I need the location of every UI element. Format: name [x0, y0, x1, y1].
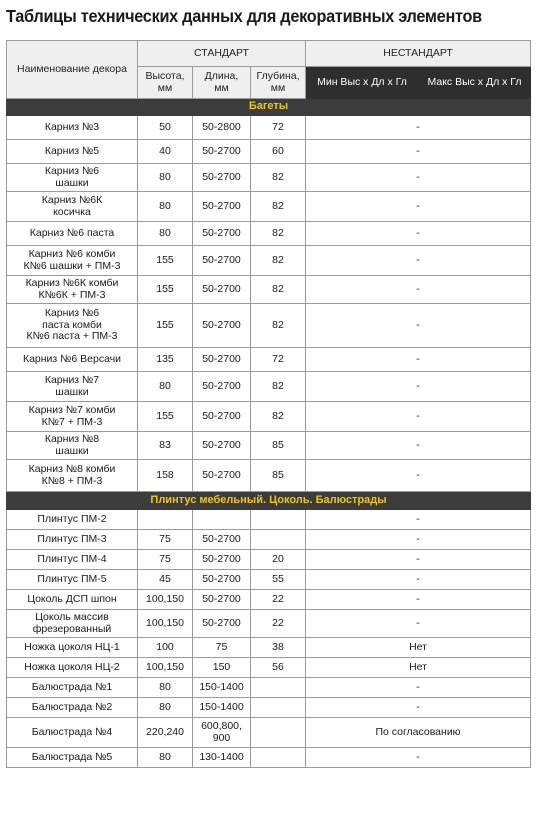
- cell-height: 155: [138, 246, 193, 276]
- section-title: Багеты: [7, 99, 531, 116]
- table-row: [7, 402, 531, 432]
- col-header-max: Макс Выс х Дл х Гл: [419, 67, 531, 99]
- cell-nonstandard: -: [306, 550, 531, 570]
- cell-length: 50-2700: [193, 348, 251, 372]
- cell-name: Ножка цоколя НЦ-1: [7, 638, 138, 658]
- cell-length: 150-1400: [193, 698, 251, 718]
- cell-height: 80: [138, 698, 193, 718]
- cell-height: 80: [138, 222, 193, 246]
- table-row: [7, 570, 531, 590]
- table-row: [7, 510, 531, 530]
- cell-name: Плинтус ПМ-2: [7, 510, 138, 530]
- cell-length: 50-2700: [193, 192, 251, 222]
- cell-height: 50: [138, 116, 193, 140]
- cell-length: [193, 510, 251, 530]
- page-title: Таблицы технических данных для декоративных элементов: [6, 6, 482, 26]
- cell-name: Цоколь ДСП шпон: [7, 590, 138, 610]
- cell-depth: 85: [251, 460, 306, 492]
- cell-height: 45: [138, 570, 193, 590]
- table-row: [7, 348, 531, 372]
- cell-nonstandard: -: [306, 460, 531, 492]
- table-row: [7, 222, 531, 246]
- col-header-min: Мин Выс х Дл х Гл: [306, 67, 419, 99]
- cell-length: 50-2700: [193, 530, 251, 550]
- cell-depth: [251, 698, 306, 718]
- cell-length: 50-2700: [193, 402, 251, 432]
- col-header-nonstandard: НЕСТАНДАРТ: [306, 41, 531, 67]
- cell-depth: 82: [251, 372, 306, 402]
- table-row: [7, 718, 531, 748]
- table-row: [7, 246, 531, 276]
- cell-length: 150: [193, 658, 251, 678]
- spec-table: [6, 40, 531, 768]
- table-row: [7, 372, 531, 402]
- cell-height: 100,150: [138, 610, 193, 638]
- cell-name: Карниз №6К косичка: [7, 192, 138, 222]
- table-row: [7, 276, 531, 304]
- col-header-name: Наименование декора: [7, 41, 138, 99]
- cell-height: [138, 510, 193, 530]
- table-row: [7, 116, 531, 140]
- table-row: [7, 658, 531, 678]
- cell-depth: 82: [251, 304, 306, 348]
- cell-height: 158: [138, 460, 193, 492]
- cell-depth: 72: [251, 116, 306, 140]
- cell-name: Ножка цоколя НЦ-2: [7, 658, 138, 678]
- cell-nonstandard: -: [306, 570, 531, 590]
- cell-depth: [251, 718, 306, 748]
- cell-height: 80: [138, 372, 193, 402]
- cell-name: Цоколь массив фрезерованный: [7, 610, 138, 638]
- cell-height: 80: [138, 164, 193, 192]
- table-row: [7, 638, 531, 658]
- cell-nonstandard: -: [306, 610, 531, 638]
- cell-nonstandard: -: [306, 222, 531, 246]
- cell-nonstandard: -: [306, 432, 531, 460]
- table-row: [7, 550, 531, 570]
- cell-nonstandard: -: [306, 276, 531, 304]
- cell-name: Карниз №8 комби К№8 + ПМ-3: [7, 460, 138, 492]
- cell-nonstandard: -: [306, 530, 531, 550]
- cell-name: Карниз №6 паста: [7, 222, 138, 246]
- cell-height: 155: [138, 402, 193, 432]
- table-body: [7, 99, 531, 768]
- cell-depth: 82: [251, 192, 306, 222]
- cell-length: 50-2700: [193, 372, 251, 402]
- cell-height: 40: [138, 140, 193, 164]
- cell-depth: 82: [251, 246, 306, 276]
- cell-name: Балюстрада №4: [7, 718, 138, 748]
- cell-name: Карниз №7 шашки: [7, 372, 138, 402]
- cell-name: Карниз №3: [7, 116, 138, 140]
- section-title: Плинтус мебельный. Цоколь. Балюстрады: [7, 492, 531, 510]
- cell-nonstandard: По согласованию: [306, 718, 531, 748]
- cell-nonstandard: -: [306, 510, 531, 530]
- cell-name: Карниз №6 паста комби К№6 паста + ПМ-3: [7, 304, 138, 348]
- cell-length: 600,800, 900: [193, 718, 251, 748]
- col-header-standard: СТАНДАРТ: [138, 41, 306, 67]
- cell-depth: 20: [251, 550, 306, 570]
- cell-depth: 60: [251, 140, 306, 164]
- cell-nonstandard: -: [306, 304, 531, 348]
- cell-nonstandard: -: [306, 192, 531, 222]
- cell-nonstandard: -: [306, 590, 531, 610]
- cell-depth: 82: [251, 164, 306, 192]
- col-header-height: Высота, мм: [138, 67, 193, 99]
- section-row: [7, 99, 531, 116]
- cell-name: Балюстрада №5: [7, 748, 138, 768]
- cell-nonstandard: -: [306, 116, 531, 140]
- cell-depth: 72: [251, 348, 306, 372]
- cell-nonstandard: -: [306, 246, 531, 276]
- table-row: [7, 192, 531, 222]
- cell-depth: [251, 530, 306, 550]
- cell-length: 50-2700: [193, 570, 251, 590]
- cell-depth: 55: [251, 570, 306, 590]
- cell-length: 50-2800: [193, 116, 251, 140]
- cell-height: 100,150: [138, 658, 193, 678]
- cell-nonstandard: -: [306, 698, 531, 718]
- cell-length: 50-2700: [193, 276, 251, 304]
- table-row: [7, 304, 531, 348]
- table-row: [7, 140, 531, 164]
- cell-nonstandard: -: [306, 748, 531, 768]
- cell-nonstandard: Нет: [306, 658, 531, 678]
- cell-height: 75: [138, 550, 193, 570]
- table-row: [7, 748, 531, 768]
- cell-length: 50-2700: [193, 460, 251, 492]
- cell-name: Плинтус ПМ-4: [7, 550, 138, 570]
- cell-height: 75: [138, 530, 193, 550]
- cell-name: Карниз №6 шашки: [7, 164, 138, 192]
- cell-nonstandard: Нет: [306, 638, 531, 658]
- cell-height: 80: [138, 678, 193, 698]
- cell-depth: [251, 748, 306, 768]
- cell-height: 80: [138, 748, 193, 768]
- cell-height: 100,150: [138, 590, 193, 610]
- cell-length: 50-2700: [193, 304, 251, 348]
- cell-nonstandard: -: [306, 348, 531, 372]
- cell-name: Карниз №5: [7, 140, 138, 164]
- cell-height: 220,240: [138, 718, 193, 748]
- cell-name: Карниз №6 Версачи: [7, 348, 138, 372]
- cell-depth: 38: [251, 638, 306, 658]
- cell-depth: 82: [251, 222, 306, 246]
- cell-length: 50-2700: [193, 246, 251, 276]
- table-row: [7, 164, 531, 192]
- cell-name: Балюстрада №1: [7, 678, 138, 698]
- col-header-length: Длина, мм: [193, 67, 251, 99]
- cell-length: 50-2700: [193, 140, 251, 164]
- table-row: [7, 590, 531, 610]
- cell-length: 150-1400: [193, 678, 251, 698]
- cell-nonstandard: -: [306, 140, 531, 164]
- cell-length: 50-2700: [193, 550, 251, 570]
- cell-height: 100: [138, 638, 193, 658]
- cell-name: Карниз №8 шашки: [7, 432, 138, 460]
- cell-nonstandard: -: [306, 372, 531, 402]
- cell-height: 155: [138, 304, 193, 348]
- cell-nonstandard: -: [306, 678, 531, 698]
- cell-name: Карниз №7 комби К№7 + ПМ-3: [7, 402, 138, 432]
- cell-name: Карниз №6 комби К№6 шашки + ПМ-3: [7, 246, 138, 276]
- cell-depth: [251, 510, 306, 530]
- col-header-depth: Глубина, мм: [251, 67, 306, 99]
- table-row: [7, 460, 531, 492]
- cell-length: 50-2700: [193, 590, 251, 610]
- cell-name: Балюстрада №2: [7, 698, 138, 718]
- cell-depth: 85: [251, 432, 306, 460]
- table-row: [7, 698, 531, 718]
- table-row: [7, 432, 531, 460]
- table-row: [7, 610, 531, 638]
- cell-height: 80: [138, 192, 193, 222]
- cell-nonstandard: -: [306, 402, 531, 432]
- cell-length: 50-2700: [193, 164, 251, 192]
- cell-length: 130-1400: [193, 748, 251, 768]
- cell-height: 83: [138, 432, 193, 460]
- cell-height: 155: [138, 276, 193, 304]
- cell-depth: 82: [251, 276, 306, 304]
- cell-depth: 82: [251, 402, 306, 432]
- cell-name: Плинтус ПМ-3: [7, 530, 138, 550]
- cell-depth: [251, 678, 306, 698]
- cell-length: 50-2700: [193, 222, 251, 246]
- cell-length: 50-2700: [193, 610, 251, 638]
- cell-name: Карниз №6К комби К№6К + ПМ-3: [7, 276, 138, 304]
- cell-nonstandard: -: [306, 164, 531, 192]
- cell-name: Плинтус ПМ-5: [7, 570, 138, 590]
- table-row: [7, 678, 531, 698]
- cell-depth: 22: [251, 590, 306, 610]
- section-row: [7, 492, 531, 510]
- cell-length: 75: [193, 638, 251, 658]
- cell-depth: 56: [251, 658, 306, 678]
- cell-height: 135: [138, 348, 193, 372]
- cell-length: 50-2700: [193, 432, 251, 460]
- cell-depth: 22: [251, 610, 306, 638]
- table-row: [7, 530, 531, 550]
